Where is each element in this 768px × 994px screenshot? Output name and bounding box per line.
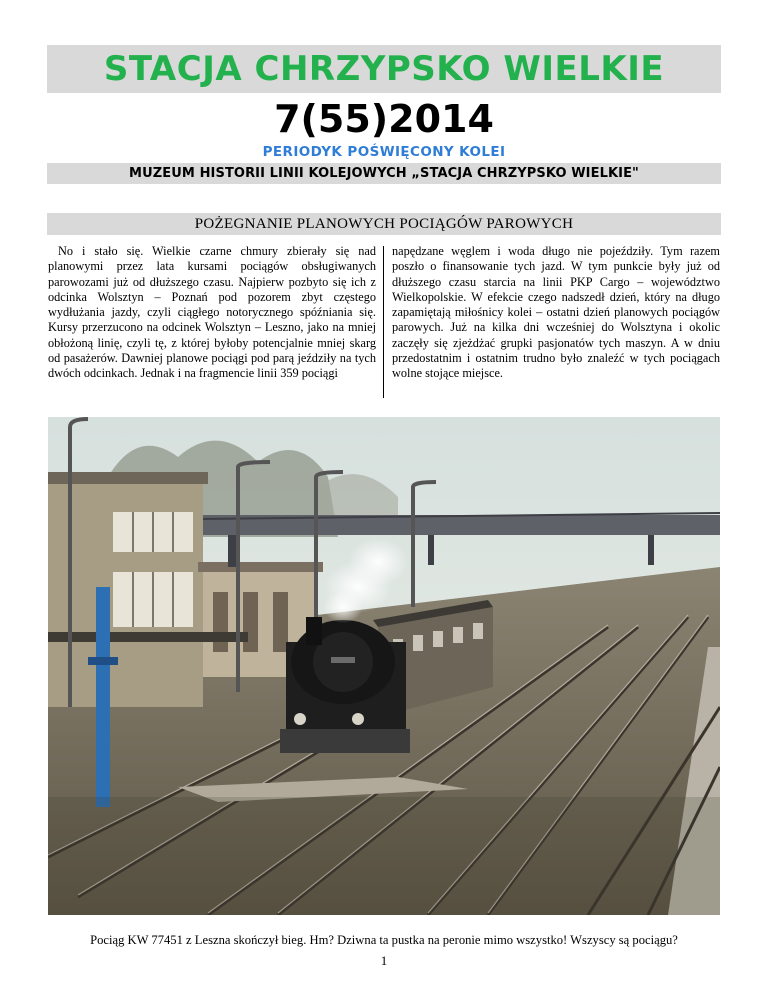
museum-name-band xyxy=(47,163,721,184)
column-divider xyxy=(383,246,384,398)
photo-caption: Pociąg KW 77451 z Leszna skończył bieg. Hm? Dziwna ta pustka na peronie mimo wszystko! Wszyscy są pociągu? xyxy=(90,933,678,947)
article-heading-band xyxy=(47,213,721,235)
article-heading: POŻEGNANIE PLANOWYCH POCIĄGÓW PAROWYCH xyxy=(194,215,574,232)
issue-number: 7(55)2014 xyxy=(274,97,494,141)
steam-train-photo xyxy=(48,417,720,915)
newsletter-title: STACJA CHRZYPSKO WIELKIE xyxy=(103,49,665,89)
masthead-band xyxy=(47,45,721,93)
article-column-right: napędzane węglem i woda długo nie pojeździły. Tym razem poszło o finansowanie tych jazd. W tym punkcie były już od dłuższego czasu starcia na linii PKP Cargo – województwo Wielkopolskie. W efekcie czego nadszedł dzień, który na długo zapamiętają miłośnicy kolei – ostatni dzień planowych pociągów parowych. Już na kilka dni wcześniej do Wolsztyna i okolic zaczęły się zjeżdżać grupki pasjonatów tych maszyn. A w dniu przedostatnim i ostatnim trudno było znaleźć w tych pociągach wolne stojące miejsce. xyxy=(392,244,720,381)
periodical-subtitle: PERIODYK POŚWIĘCONY KOLEI xyxy=(262,144,506,160)
article-column-left: No i stało się. Wielkie czarne chmury zbierały się nad planowymi przez lata kursami pociągów obsługiwanych parowozami już od dłuższego czasu. Najpierw pozbyto się ich z odcinka Wolsztyn – Poznań pod pozorem zbyt częstego wydłużania jazdy, czyli ciągłego notorycznego spóźniania się. Kursy przerzucono na odcinek Wolsztyn – Leszno, jako na mniej obłożoną linię, czyli tę, z której byłoby potencjalnie mniej skarg od pasażerów. Dawniej planowe pociągi pod parą jeździły na tych dwóch odcinkach. Jednak i na fragmencie linii 359 pociągi xyxy=(48,244,376,381)
museum-name: MUZEUM HISTORII LINII KOLEJOWYCH „STACJA CHRZYPSKO WIELKIE" xyxy=(129,166,639,181)
page-number: 1 xyxy=(380,953,388,968)
